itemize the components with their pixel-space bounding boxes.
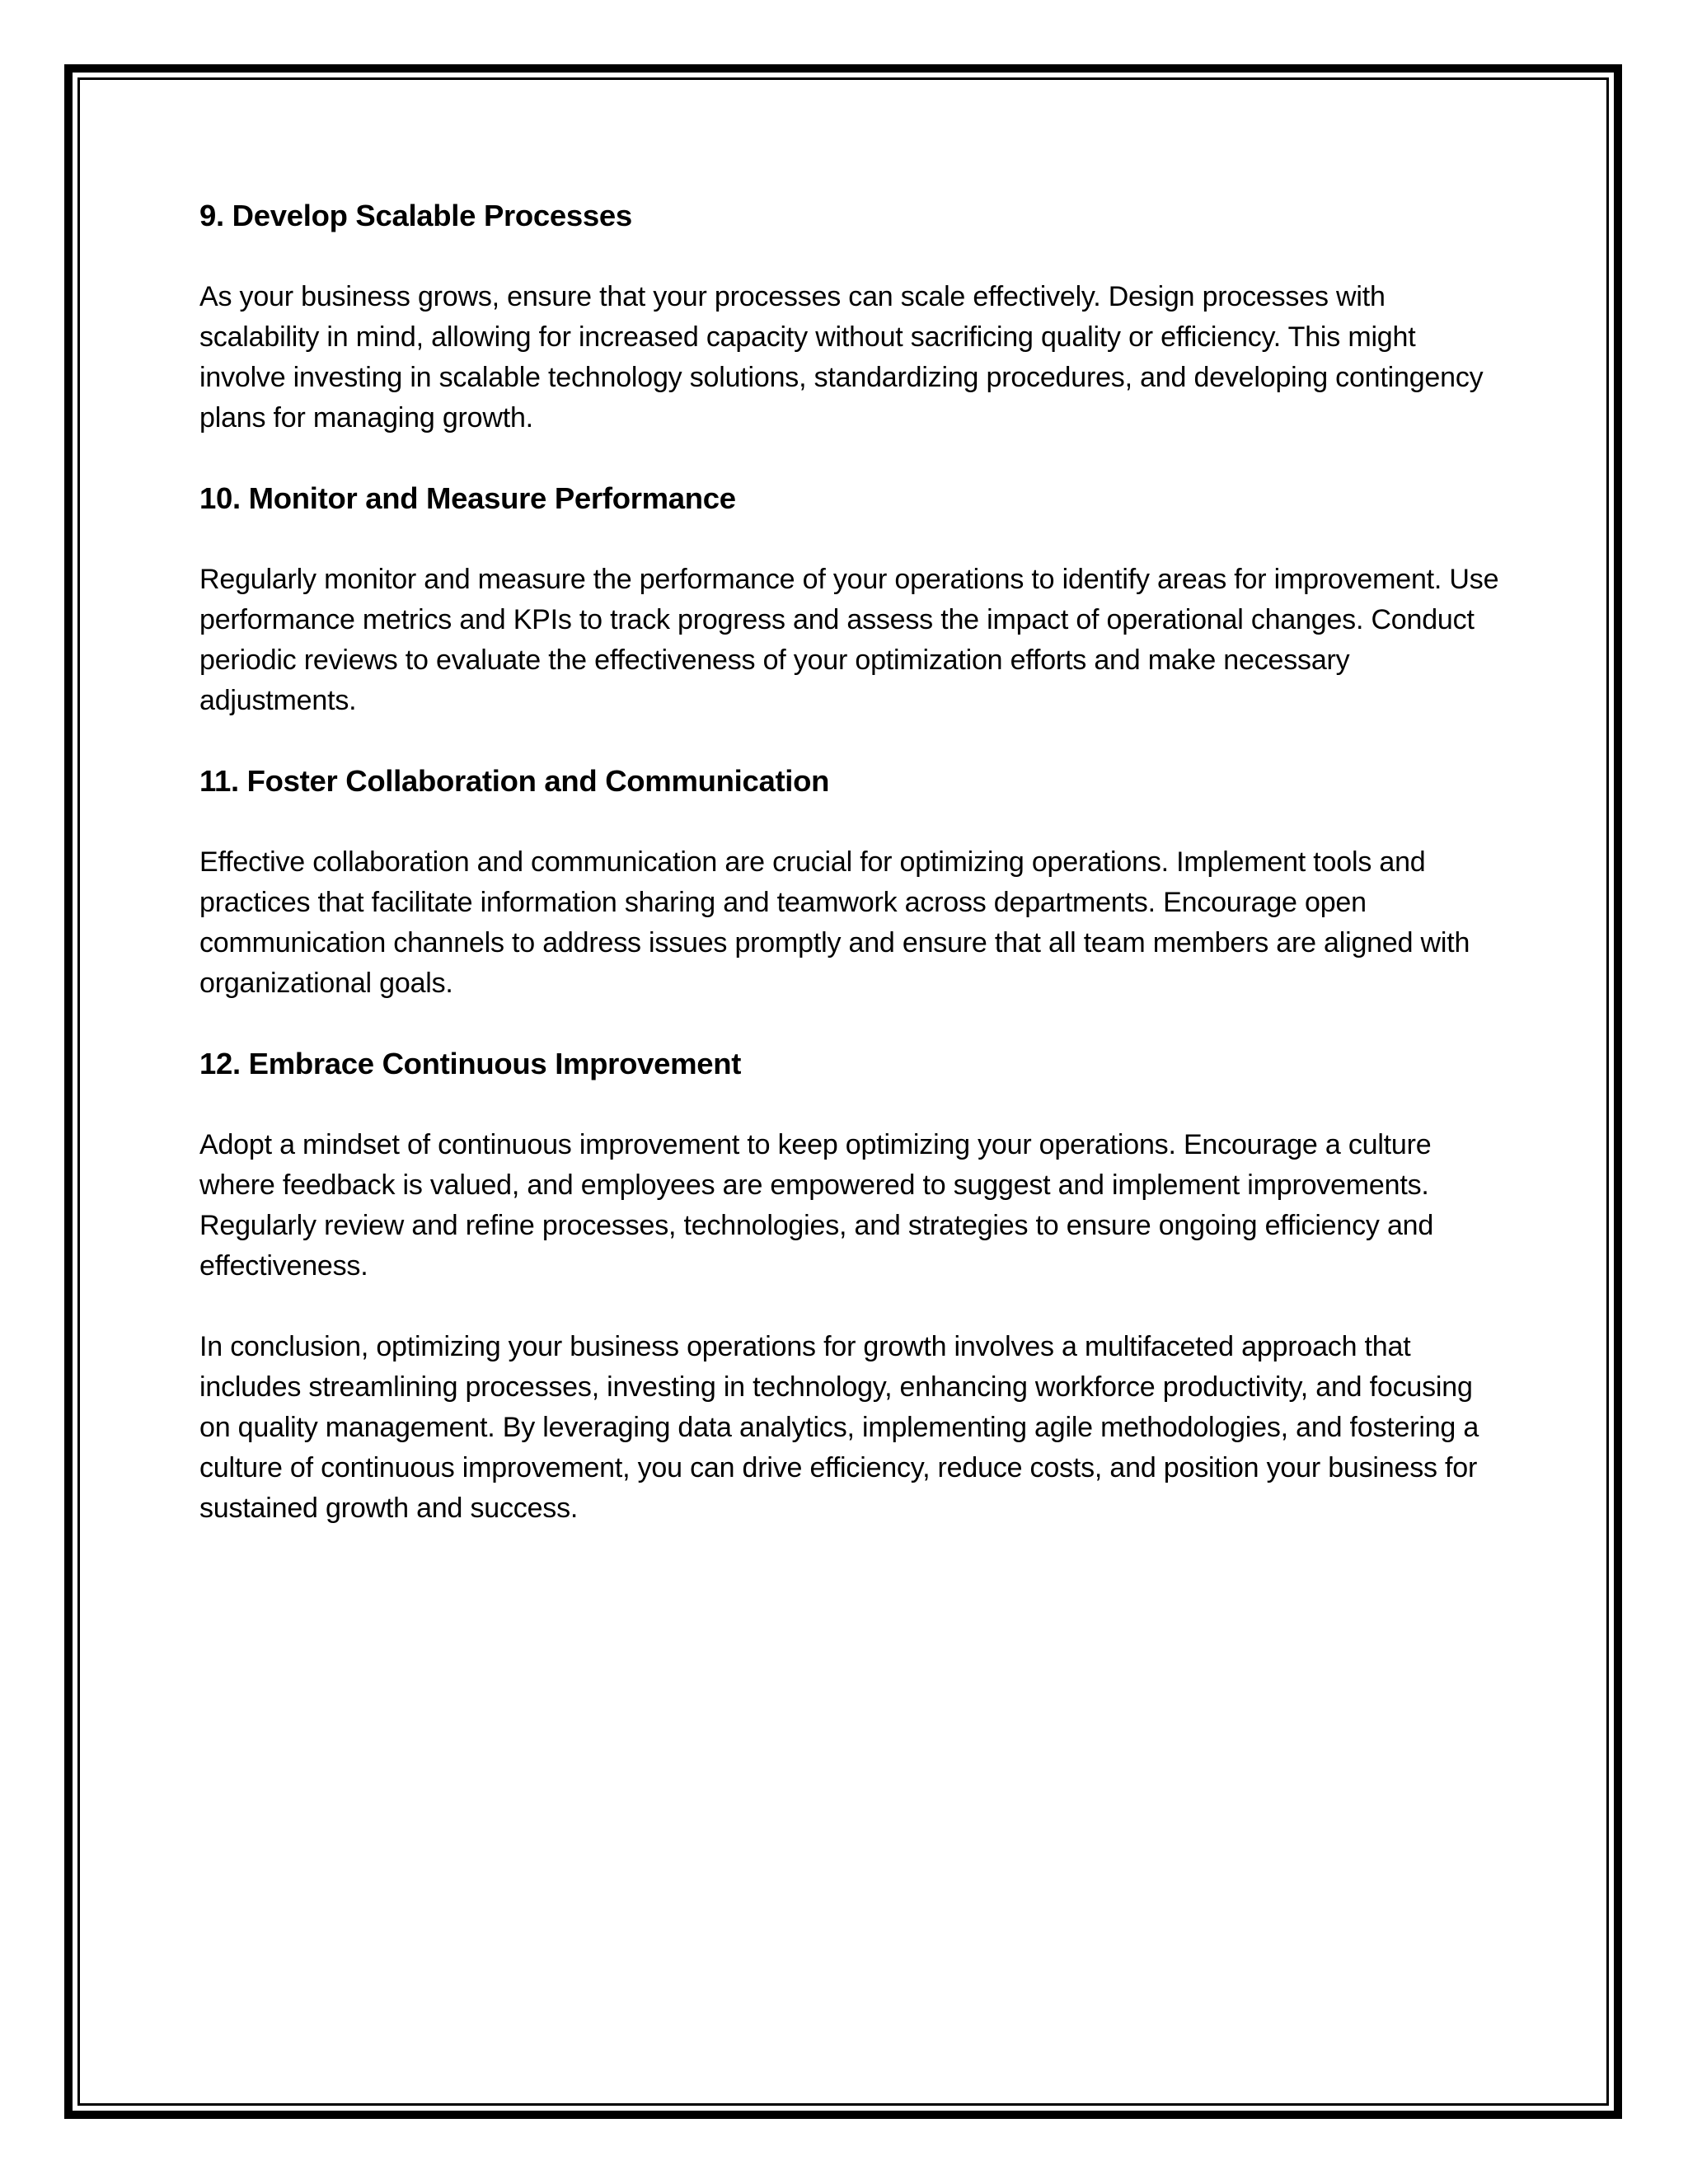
section-paragraph: Regularly monitor and measure the performance of your operations to identify areas for improvement. Use performance metrics and KPIs to track progress and assess the impact of operational changes. Conduct periodic reviews to evaluate the effectiveness of your optimization efforts and make necessary adjustments.	[199, 564, 1499, 716]
document-body	[199, 196, 1502, 1569]
section-paragraph: As your business grows, ensure that your processes can scale effectively. Design processes with scalability in mind, allowing for increased capacity without sacrificing quality or efficiency. This might involve investing in scalable technology solutions, standardizing procedures, and developing contingency plans for managing growth.	[199, 281, 1484, 434]
section-paragraph: Effective collaboration and communication are crucial for optimizing operations. Implement tools and practices that facilitate information sharing and teamwork across departments. Encourage open communication channels to address issues promptly and ensure that all team members are aligned with organizational goals.	[199, 846, 1470, 999]
section-monitor-and-measure-performance	[199, 479, 1502, 721]
section-heading: 12. Embrace Continuous Improvement	[199, 1047, 742, 1080]
section-heading: 11. Foster Collaboration and Communication	[199, 764, 830, 798]
section-develop-scalable-processes	[199, 196, 1502, 438]
section-heading: 10. Monitor and Measure Performance	[199, 481, 736, 515]
conclusion-paragraph: In conclusion, optimizing your business operations for growth involves a multifaceted approach that includes streamlining processes, investing in technology, enhancing workforce productivity, and focusing on quality management. By leveraging data analytics, implementing agile methodologies, and fostering a culture of continuous improvement, you can drive efficiency, reduce costs, and position your business for sustained growth and success.	[199, 1331, 1479, 1524]
section-heading: 9. Develop Scalable Processes	[199, 199, 632, 232]
section-foster-collaboration	[199, 762, 1502, 1004]
section-paragraph: Adopt a mindset of continuous improvement to keep optimizing your operations. Encourage a culture where feedback is valued, and employees are empowered to suggest and implement improvements. Regularly review and refine processes, technologies, and strategies to ensure ongoing efficiency and effectiveness.	[199, 1129, 1434, 1282]
section-embrace-continuous-improvement	[199, 1044, 1502, 1286]
